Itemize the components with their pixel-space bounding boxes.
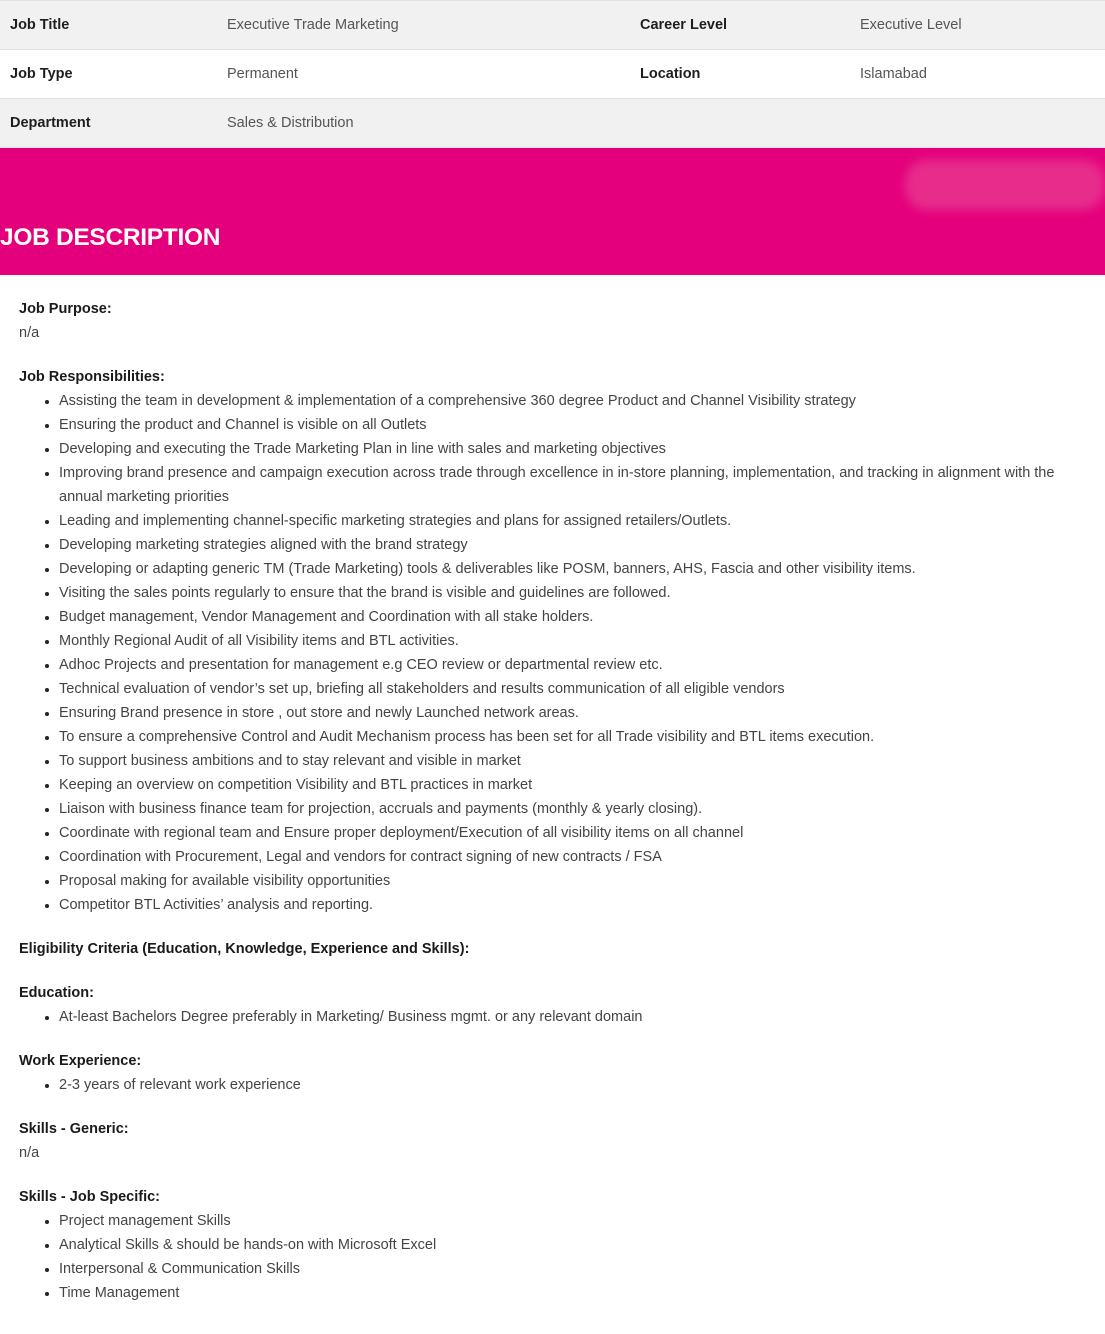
list-item: • Leading and implementing channel-specific marketing strategies and plans for assigned retailers/Outlets.: [59, 509, 1105, 533]
banner-title: JOB DESCRIPTION: [0, 224, 221, 251]
job-purpose-text: n/a: [19, 325, 40, 341]
job-purpose-heading: Job Purpose:: [19, 301, 112, 317]
list-item: • To support business ambitions and to stay relevant and visible in market: [59, 749, 1105, 773]
skills-specific-heading: Skills - Job Specific:: [19, 1189, 161, 1205]
info-row-department: [0, 99, 1105, 148]
job-type-label: Job Type: [10, 66, 73, 82]
experience-list: [19, 1073, 1105, 1097]
banner-redacted-area: [905, 160, 1105, 210]
list-item: • Developing marketing strategies aligned with the brand strategy: [59, 533, 1105, 557]
list-item: • Proposal making for available visibility opportunities: [59, 869, 1105, 893]
career-level-label: Career Level: [640, 17, 728, 33]
list-item: • Competitor BTL Activities’ analysis and reporting.: [59, 893, 1105, 917]
list-item: • Interpersonal & Communication Skills: [59, 1257, 1105, 1281]
list-item: • Ensuring Brand presence in store , out store and newly Launched network areas.: [59, 701, 1105, 725]
list-item: • Budget management, Vendor Management and Coordination with all stake holders.: [59, 605, 1105, 629]
list-item: • Assisting the team in development & implementation of a comprehensive 360 degree Product and Channel Visibility strategy: [59, 389, 1105, 413]
responsibilities-list: [19, 389, 1105, 917]
department-value: Sales & Distribution: [227, 115, 354, 131]
list-item: • Ensuring the product and Channel is visible on all Outlets: [59, 413, 1105, 437]
list-item: • Analytical Skills & should be hands-on with Microsoft Excel: [59, 1233, 1105, 1257]
job-description-banner: [0, 148, 1105, 275]
list-item: • Keeping an overview on competition Visibility and BTL practices in market: [59, 773, 1105, 797]
job-info-table: [0, 0, 1105, 148]
eligibility-heading: Eligibility Criteria (Education, Knowledge, Experience and Skills):: [19, 941, 470, 957]
skills-generic-text: n/a: [19, 1145, 40, 1161]
job-title-label: Job Title: [10, 17, 70, 33]
list-item: • Adhoc Projects and presentation for management e.g CEO review or departmental review etc.: [59, 653, 1105, 677]
list-item: • Developing or adapting generic TM (Trade Marketing) tools & deliverables like POSM, banners, AHS, Fascia and other visibility items.: [59, 557, 1105, 581]
list-item: • Coordination with Procurement, Legal and vendors for contract signing of new contracts / FSA: [59, 845, 1105, 869]
list-item: • Visiting the sales points regularly to ensure that the brand is visible and guidelines are followed.: [59, 581, 1105, 605]
job-description-content: [0, 275, 1105, 1305]
job-responsibilities-heading: Job Responsibilities:: [19, 369, 165, 385]
work-experience-heading: Work Experience:: [19, 1053, 142, 1069]
career-level-value: Executive Level: [860, 17, 962, 33]
skills-generic-heading: Skills - Generic:: [19, 1121, 129, 1137]
list-item: • 2-3 years of relevant work experience: [59, 1073, 1105, 1097]
list-item: • Liaison with business finance team for projection, accruals and payments (monthly & yearly closing).: [59, 797, 1105, 821]
skills-specific-list: [19, 1209, 1105, 1305]
list-item: • Technical evaluation of vendor’s set up, briefing all stakeholders and results communication of all eligible vendors: [59, 677, 1105, 701]
list-item: • To ensure a comprehensive Control and Audit Mechanism process has been set for all Trade visibility and BTL items execution.: [59, 725, 1105, 749]
job-type-value: Permanent: [227, 66, 298, 82]
education-list: [19, 1005, 1105, 1029]
list-item: • Project management Skills: [59, 1209, 1105, 1233]
list-item: • Developing and executing the Trade Marketing Plan in line with sales and marketing objectives: [59, 437, 1105, 461]
list-item: • Coordinate with regional team and Ensure proper deployment/Execution of all visibility items on all channel: [59, 821, 1105, 845]
list-item: • Monthly Regional Audit of all Visibility items and BTL activities.: [59, 629, 1105, 653]
department-label: Department: [10, 115, 91, 131]
job-title-value: Executive Trade Marketing: [227, 17, 399, 33]
location-label: Location: [640, 66, 701, 82]
info-row-job-title: [0, 1, 1105, 50]
list-item: • At-least Bachelors Degree preferably in Marketing/ Business mgmt. or any relevant domain: [59, 1005, 1105, 1029]
info-row-job-type: [0, 50, 1105, 99]
education-heading: Education:: [19, 985, 94, 1001]
list-item: • Time Management: [59, 1281, 1105, 1305]
location-value: Islamabad: [860, 66, 927, 82]
list-item: • Improving brand presence and campaign execution across trade through excellence in in-store planning, implementation, and tracking in alignment with the annual marketing priorities: [59, 461, 1105, 509]
